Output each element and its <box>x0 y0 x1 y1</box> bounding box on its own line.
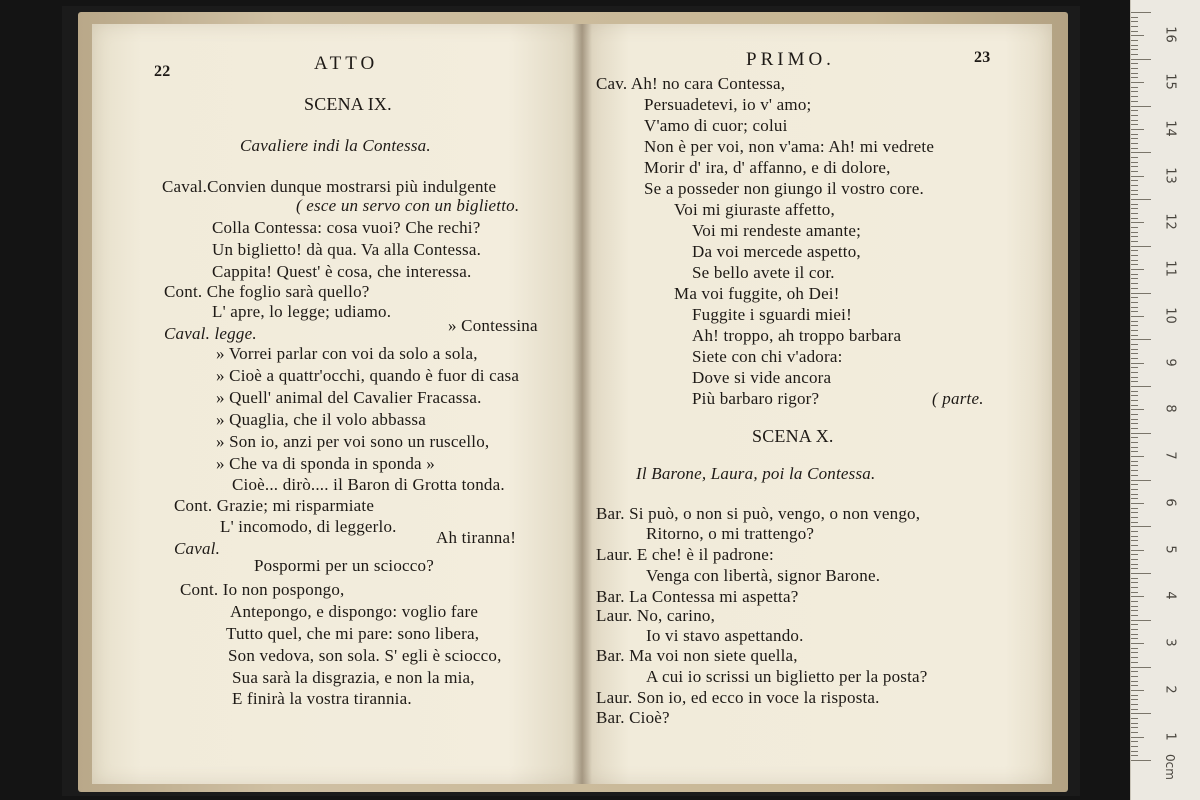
ruler-tick <box>1131 377 1138 378</box>
ruler-tick <box>1131 180 1138 181</box>
ruler-tick <box>1131 723 1138 724</box>
ruler-tick <box>1131 110 1138 111</box>
ruler-tick <box>1131 31 1138 32</box>
ruler-tick <box>1131 246 1151 247</box>
ruler-tick <box>1131 685 1138 686</box>
ruler-tick <box>1131 554 1138 555</box>
ruler-tick <box>1131 643 1144 644</box>
verse-line: » Cioè a quattr'occhi, quando è fuor di casa <box>216 366 520 385</box>
ruler-tick <box>1131 676 1138 677</box>
stage-direction: Caval. legge. <box>164 324 257 343</box>
ruler-tick <box>1131 101 1138 102</box>
ruler-tick <box>1131 82 1144 83</box>
verse-line: Più barbaro rigor? <box>692 389 820 408</box>
ruler-tick <box>1131 582 1138 583</box>
ruler-tick <box>1131 330 1138 331</box>
ruler-tick <box>1131 442 1138 443</box>
ruler-tick <box>1131 690 1144 691</box>
ruler-tick <box>1131 17 1138 18</box>
ruler-number: 5 <box>1162 544 1178 554</box>
ruler-tick <box>1131 755 1138 756</box>
stage-direction: ( esce un servo con un biglietto. <box>296 196 520 215</box>
ruler-tick <box>1131 451 1138 452</box>
verse-line: Cont. Che foglio sarà quello? <box>164 282 370 301</box>
ruler-tick <box>1131 199 1151 200</box>
verse-line: » Contessina <box>448 316 538 335</box>
verse-line: Bar. Si può, o non si può, vengo, o non vengo, <box>596 504 921 523</box>
verse-line: Cont. Io non pospongo, <box>180 580 345 599</box>
ruler-tick <box>1131 718 1138 719</box>
ruler-number: 13 <box>1162 166 1178 184</box>
verse-line: Cioè... dirò.... il Baron di Grotta tonda. <box>232 475 505 494</box>
ruler-tick <box>1131 325 1138 326</box>
ruler-tick <box>1131 409 1144 410</box>
ruler-tick <box>1131 573 1151 574</box>
ruler-tick <box>1131 335 1138 336</box>
ruler-tick <box>1131 297 1138 298</box>
verse-line: Pospormi per un sciocco? <box>254 556 434 575</box>
verse-line: » Quaglia, che il volo abbassa <box>216 410 426 429</box>
ruler-tick <box>1131 73 1138 74</box>
ruler-tick <box>1131 503 1144 504</box>
ruler-tick <box>1131 550 1144 551</box>
verse-line: Laur. No, carino, <box>596 606 716 625</box>
ruler-tick <box>1131 166 1138 167</box>
ruler-tick <box>1131 63 1138 64</box>
verse-line: Non è per voi, non v'ama: Ah! mi vedrete <box>644 137 935 156</box>
ruler-tick <box>1131 634 1138 635</box>
ruler-tick <box>1131 709 1138 710</box>
verse-line: Sua sarà la disgrazia, e non la mia, <box>232 668 475 687</box>
ruler-tick <box>1131 447 1138 448</box>
ruler-tick <box>1131 629 1138 630</box>
ruler-tick <box>1131 250 1138 251</box>
ruler-tick <box>1131 115 1138 116</box>
stage-direction: ( parte. <box>932 389 984 408</box>
verse-line: E finirà la vostra tirannia. <box>232 689 412 708</box>
ruler-tick <box>1131 400 1138 401</box>
verse-line: Antepongo, e dispongo: voglio fare <box>230 602 479 621</box>
ruler-tick <box>1131 391 1138 392</box>
ruler-tick <box>1131 124 1138 125</box>
ruler-tick <box>1131 311 1138 312</box>
ruler-number: 12 <box>1162 213 1178 231</box>
ruler-tick <box>1131 162 1138 163</box>
ruler-tick <box>1131 241 1138 242</box>
ruler-tick <box>1131 751 1138 752</box>
ruler-tick <box>1131 129 1144 130</box>
verse-line: » Quell' animal del Cavalier Fracassa. <box>216 388 482 407</box>
ruler-tick <box>1131 321 1138 322</box>
ruler-tick <box>1131 517 1138 518</box>
scene-characters: Cavaliere indi la Contessa. <box>240 136 431 155</box>
ruler-tick <box>1131 274 1138 275</box>
ruler-tick <box>1131 559 1138 560</box>
ruler-tick <box>1131 662 1138 663</box>
ruler-tick <box>1131 386 1151 387</box>
ruler-tick <box>1131 704 1138 705</box>
ruler-number: 1 <box>1162 731 1178 741</box>
ruler-tick <box>1131 652 1138 653</box>
ruler-tick <box>1131 59 1151 60</box>
verse-line: Siete con chi v'adora: <box>692 347 843 366</box>
verse-line: A cui io scrissi un biglietto per la posta? <box>646 667 928 686</box>
scene-title: SCENA X. <box>752 426 834 446</box>
ruler-tick <box>1131 307 1138 308</box>
ruler-tick <box>1131 760 1151 761</box>
ruler-tick <box>1131 727 1138 728</box>
ruler-tick <box>1131 278 1138 279</box>
ruler-tick <box>1131 54 1138 55</box>
page-number: 23 <box>974 49 991 66</box>
ruler-tick <box>1131 568 1138 569</box>
ruler-tick <box>1131 367 1138 368</box>
ruler-tick <box>1131 21 1138 22</box>
verse-line: Bar. La Contessa mi aspetta? <box>596 587 799 606</box>
ruler-tick <box>1131 157 1138 158</box>
ruler-number: 6 <box>1162 498 1178 507</box>
verse-line: Se bello avete il cor. <box>692 263 835 282</box>
ruler-tick <box>1131 339 1151 340</box>
left-page <box>92 24 582 784</box>
ruler-number: 4 <box>1162 591 1178 601</box>
verse-line: Voi mi rendeste amante; <box>692 221 862 240</box>
ruler-tick <box>1131 578 1138 579</box>
ruler-tick <box>1131 624 1138 625</box>
book-gutter <box>572 24 592 784</box>
ruler-tick <box>1131 494 1138 495</box>
ruler-tick <box>1131 610 1138 611</box>
ruler-tick <box>1131 283 1138 284</box>
ruler-tick <box>1131 218 1138 219</box>
ruler-tick <box>1131 45 1138 46</box>
verse-line: Ah tiranna! <box>436 528 517 547</box>
ruler-marks <box>1131 0 1200 800</box>
running-head: PRIMO. <box>746 49 835 70</box>
verse-line: Ma voi fuggite, oh Dei! <box>674 284 840 303</box>
ruler-tick <box>1131 540 1138 541</box>
ruler-tick <box>1131 484 1138 485</box>
verse-line: Bar. Ma voi non siete quella, <box>596 646 798 665</box>
ruler-number: 10 <box>1162 307 1178 324</box>
ruler-tick <box>1131 564 1138 565</box>
ruler-tick <box>1131 358 1138 359</box>
ruler-tick <box>1131 465 1138 466</box>
ruler-number: 3 <box>1162 638 1178 647</box>
ruler-tick <box>1131 49 1138 50</box>
page-number: 22 <box>154 63 171 80</box>
ruler-tick <box>1131 381 1138 382</box>
scene-title: SCENA IX. <box>304 94 392 114</box>
ruler-tick <box>1131 152 1151 153</box>
ruler-tick <box>1131 419 1138 420</box>
ruler-tick <box>1131 77 1138 78</box>
ruler-tick <box>1131 255 1138 256</box>
ruler-tick <box>1131 213 1138 214</box>
ruler-tick <box>1131 363 1144 364</box>
ruler-tick <box>1131 480 1151 481</box>
ruler-tick <box>1131 423 1138 424</box>
verse-line: Ritorno, o mi trattengo? <box>646 524 815 543</box>
ruler-tick <box>1131 526 1151 527</box>
ruler-tick <box>1131 288 1138 289</box>
verse-line: L' apre, lo legge; udiamo. <box>212 302 392 321</box>
ruler-tick <box>1131 414 1138 415</box>
ruler-tick <box>1131 461 1138 462</box>
ruler-tick <box>1131 208 1138 209</box>
ruler-tick <box>1131 269 1144 270</box>
ruler-tick <box>1131 344 1138 345</box>
ruler-tick <box>1131 667 1151 668</box>
verse-line: Se a posseder non giungo il vostro core. <box>644 179 924 198</box>
ruler-tick <box>1131 681 1138 682</box>
verse-line: Dove si vide ancora <box>692 368 832 387</box>
verse-line: Caval.Convien dunque mostrarsi più indulgente <box>162 177 497 196</box>
ruler-tick <box>1131 302 1138 303</box>
verse-line: Cont. Grazie; mi risparmiate <box>174 496 375 515</box>
ruler-tick <box>1131 87 1138 88</box>
ruler-tick <box>1131 143 1138 144</box>
ruler-tick <box>1131 134 1138 135</box>
verse-line: Io vi stavo aspettando. <box>646 626 804 645</box>
verse-line: Ah! troppo, ah troppo barbara <box>692 326 902 345</box>
right-page <box>582 24 1052 784</box>
scene-characters: Il Barone, Laura, poi la Contessa. <box>636 464 876 483</box>
ruler-tick <box>1131 620 1151 621</box>
ruler-tick <box>1131 190 1138 191</box>
ruler-tick <box>1131 349 1138 350</box>
verse-line: Laur. Son io, ed ecco in voce la risposta. <box>596 688 880 707</box>
verse-line: Fuggite i sguardi miei! <box>692 305 852 324</box>
verse-line: Tutto quel, che mi pare: sono libera, <box>226 624 480 643</box>
verse-line: » Che va di sponda in sponda » <box>216 454 435 473</box>
verse-line: Laur. E che! è il padrone: <box>596 545 774 564</box>
ruler-number: 9 <box>1162 357 1178 367</box>
ruler-number: 2 <box>1162 685 1178 694</box>
ruler-tick <box>1131 26 1138 27</box>
ruler-tick <box>1131 148 1138 149</box>
verse-line: Voi mi giuraste affetto, <box>674 200 835 219</box>
ruler-tick <box>1131 638 1138 639</box>
ruler-tick <box>1131 737 1144 738</box>
ruler-number: 7 <box>1162 451 1178 460</box>
ruler-tick <box>1131 260 1138 261</box>
ruler-tick <box>1131 227 1138 228</box>
ruler-tick <box>1131 746 1138 747</box>
ruler-tick <box>1131 204 1138 205</box>
ruler-tick <box>1131 185 1138 186</box>
verse-line: Morir d' ira, d' affanno, e di dolore, <box>644 158 891 177</box>
ruler-tick <box>1131 657 1138 658</box>
verse-line: Da voi mercede aspetto, <box>692 242 861 261</box>
ruler-tick <box>1131 353 1138 354</box>
ruler-tick <box>1131 601 1138 602</box>
ruler-tick <box>1131 531 1138 532</box>
ruler-tick <box>1131 236 1138 237</box>
verse-line: Bar. Cioè? <box>596 708 670 727</box>
ruler-tick <box>1131 732 1138 733</box>
ruler-tick <box>1131 12 1151 13</box>
ruler-tick <box>1131 498 1138 499</box>
ruler-tick <box>1131 194 1138 195</box>
ruler-tick <box>1131 264 1138 265</box>
verse-line: Un biglietto! dà qua. Va alla Contessa. <box>212 240 482 259</box>
ruler-tick <box>1131 713 1151 714</box>
ruler-tick <box>1131 138 1138 139</box>
ruler-tick <box>1131 536 1138 537</box>
running-head: ATTO <box>314 53 379 74</box>
ruler-tick <box>1131 372 1138 373</box>
verse-line: Son vedova, son sola. S' egli è sciocco, <box>228 646 502 665</box>
ruler-tick <box>1131 96 1138 97</box>
ruler-tick <box>1131 592 1138 593</box>
verse-line: Persuadetevi, io v' amo; <box>644 95 812 114</box>
ruler-unit: 0cm <box>1163 754 1177 780</box>
ruler-tick <box>1131 648 1138 649</box>
ruler-tick <box>1131 587 1138 588</box>
ruler-tick <box>1131 68 1138 69</box>
ruler-tick <box>1131 106 1151 107</box>
ruler-tick <box>1131 606 1138 607</box>
ruler-tick <box>1131 176 1144 177</box>
ruler-tick <box>1131 232 1138 233</box>
verse-line: » Son io, anzi per voi sono un ruscello, <box>216 432 490 451</box>
verse-line: L' incomodo, di leggerlo. <box>220 517 397 536</box>
ruler-tick <box>1131 293 1151 294</box>
ruler-tick <box>1131 508 1138 509</box>
ruler-tick <box>1131 695 1138 696</box>
ruler-tick <box>1131 222 1144 223</box>
ruler-tick <box>1131 428 1138 429</box>
verse-line: Venga con libertà, signor Barone. <box>646 566 881 585</box>
ruler-tick <box>1131 545 1138 546</box>
ruler-tick <box>1131 470 1138 471</box>
verse-line: Cappita! Quest' è cosa, che interessa. <box>212 262 472 281</box>
ruler-tick <box>1131 405 1138 406</box>
verse-line: » Vorrei parlar con voi da solo a sola, <box>216 344 478 363</box>
ruler-tick <box>1131 489 1138 490</box>
ruler-tick <box>1131 671 1138 672</box>
ruler-tick <box>1131 741 1138 742</box>
ruler-tick <box>1131 120 1138 121</box>
measuring-ruler <box>1130 0 1200 800</box>
ruler-tick <box>1131 699 1138 700</box>
ruler-tick <box>1131 395 1138 396</box>
ruler-tick <box>1131 437 1138 438</box>
ruler-tick <box>1131 433 1151 434</box>
verse-line: Cav. Ah! no cara Contessa, <box>596 74 786 93</box>
speaker-label: Caval. <box>174 539 221 558</box>
ruler-tick <box>1131 40 1138 41</box>
ruler-tick <box>1131 475 1138 476</box>
ruler-tick <box>1131 316 1144 317</box>
ruler-number: 8 <box>1162 404 1178 414</box>
ruler-number: 14 <box>1162 120 1178 137</box>
ruler-number: 11 <box>1162 260 1178 277</box>
ruler-tick <box>1131 35 1144 36</box>
ruler-tick <box>1131 91 1138 92</box>
ruler-tick <box>1131 596 1144 597</box>
ruler-tick <box>1131 171 1138 172</box>
ruler-tick <box>1131 512 1138 513</box>
verse-line: Colla Contessa: cosa vuoi? Che rechi? <box>212 218 481 237</box>
verse-line: V'amo di cuor; colui <box>644 116 788 135</box>
ruler-tick <box>1131 456 1144 457</box>
ruler-tick <box>1131 522 1138 523</box>
ruler-number: 15 <box>1162 73 1178 90</box>
ruler-number: 16 <box>1162 26 1178 44</box>
ruler-tick <box>1131 615 1138 616</box>
